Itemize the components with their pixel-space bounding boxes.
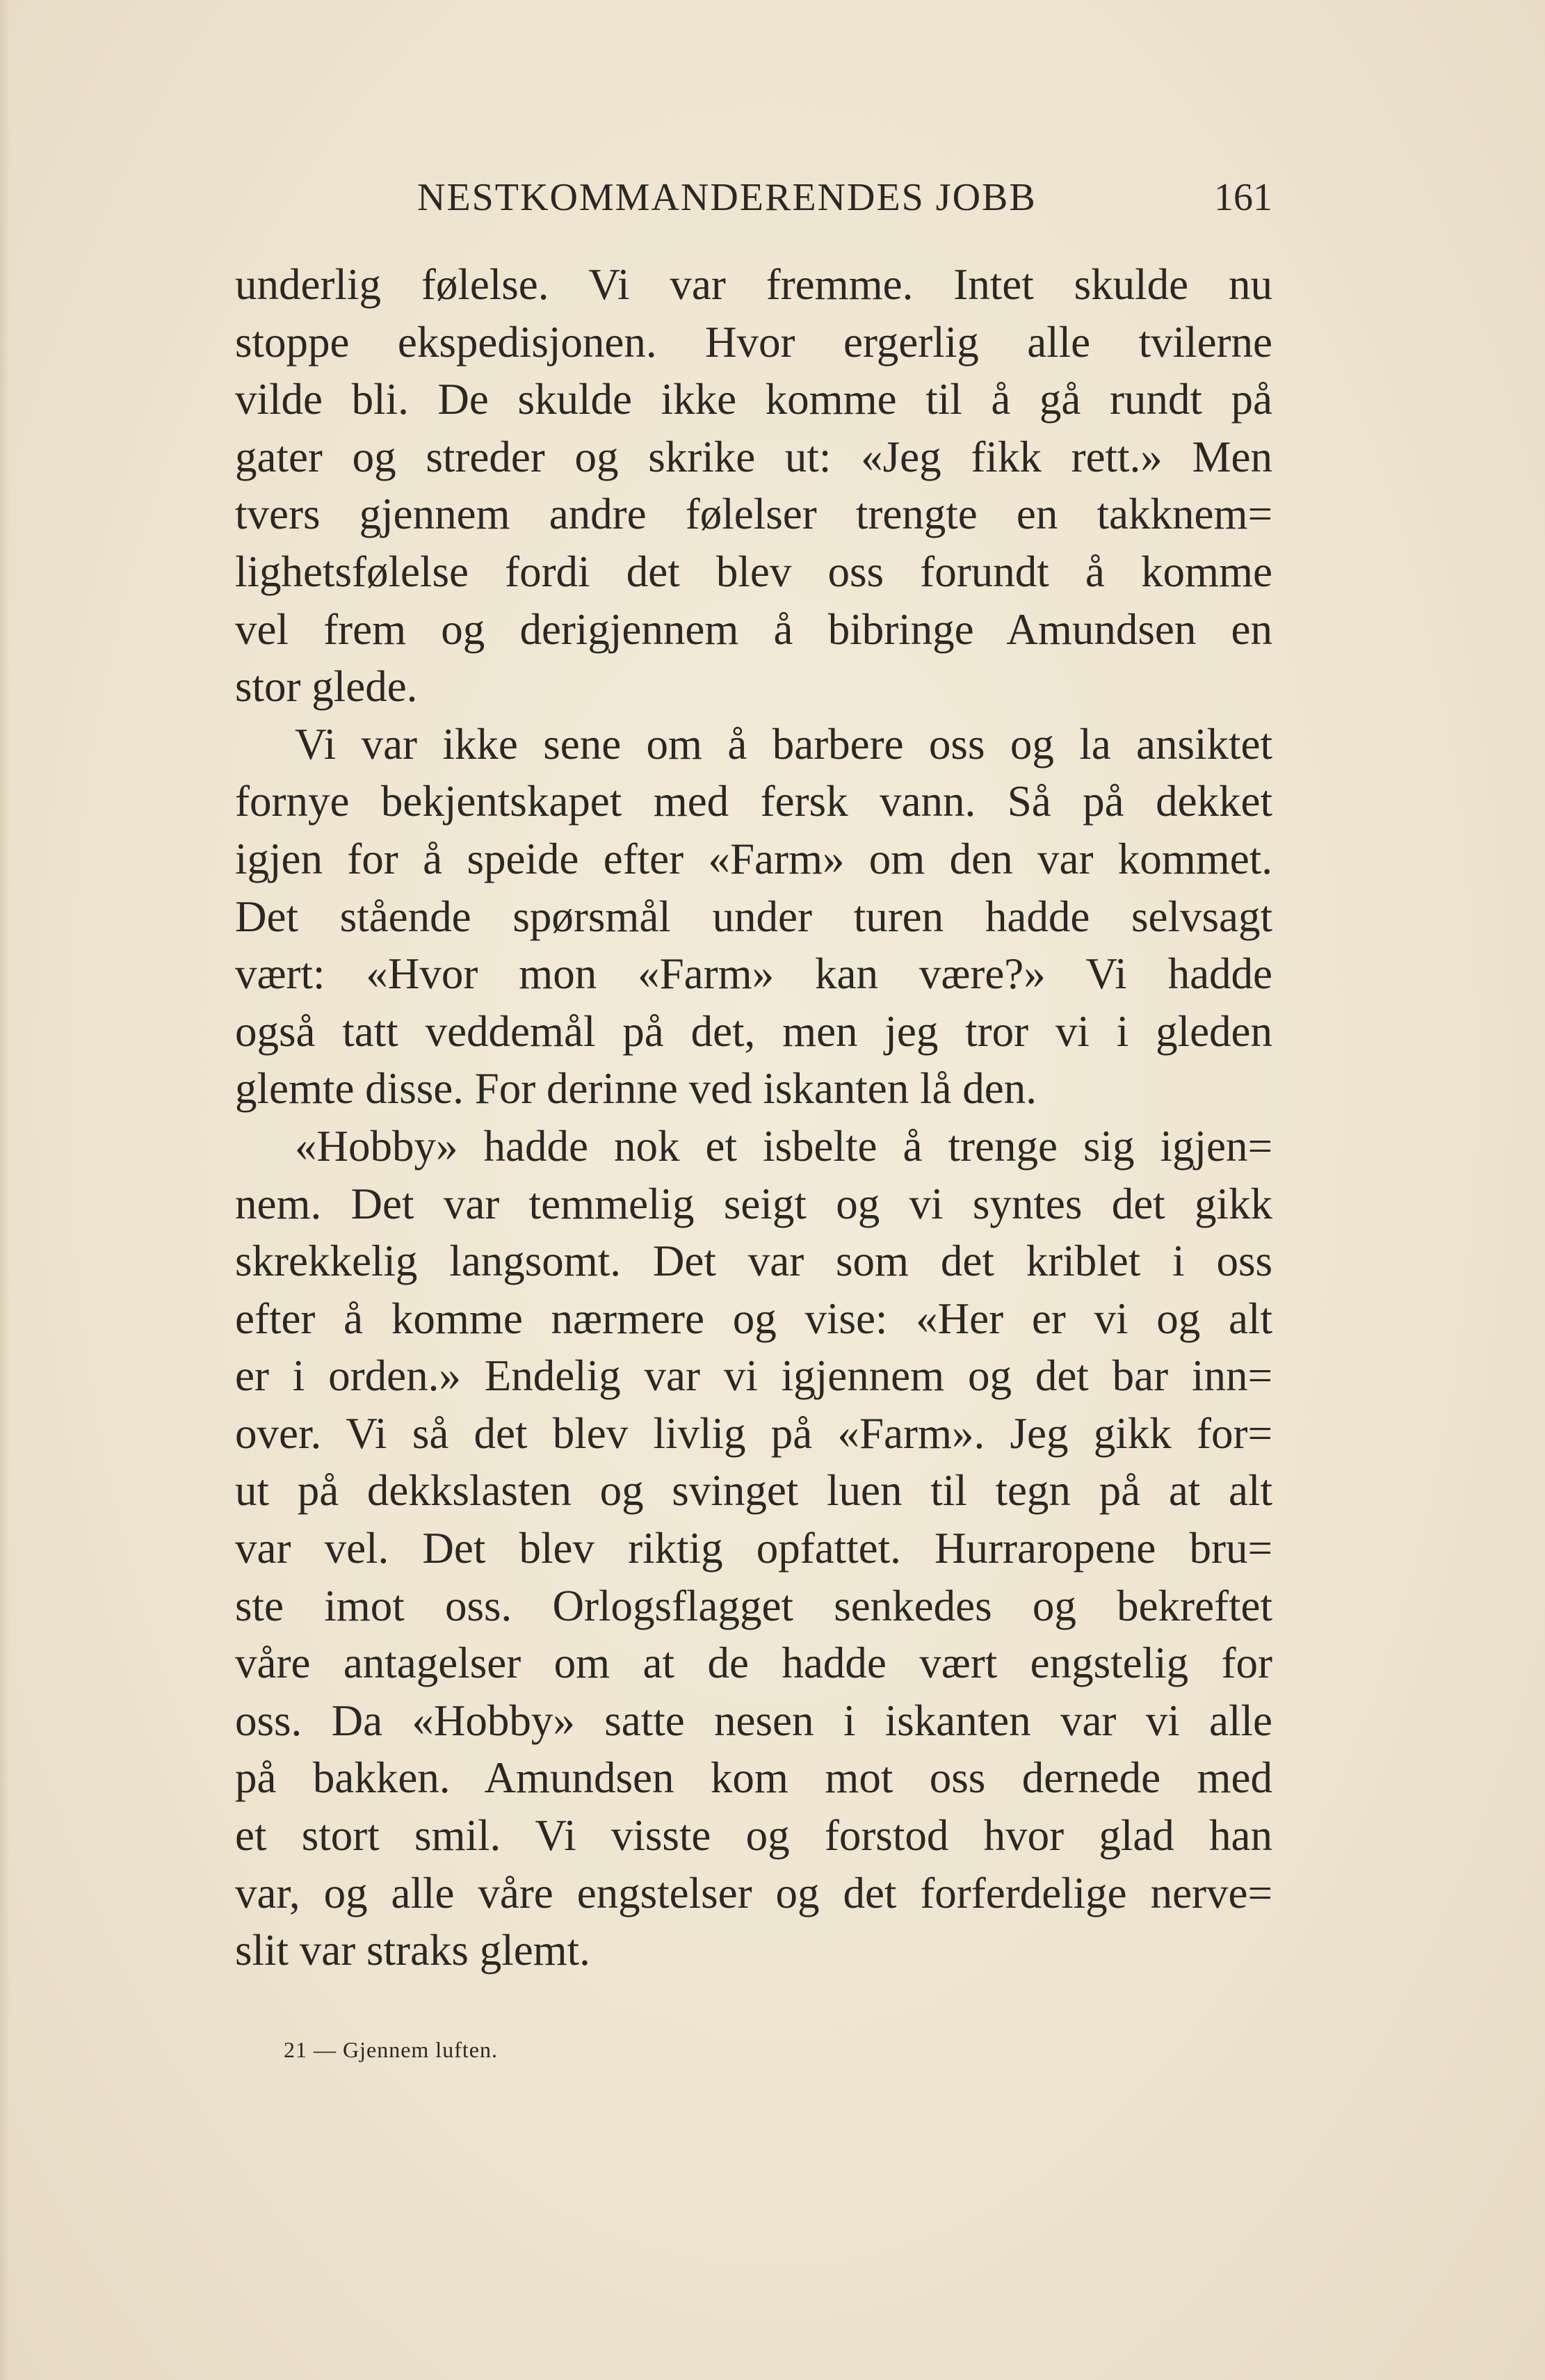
text-line: også tatt veddemål på det, men jeg tror vi i gleden <box>235 1006 1272 1056</box>
text-line: ste imot oss. Orlogsflagget senkedes og bekreftet <box>235 1581 1272 1630</box>
text-line: på bakken. Amundsen kom mot oss dernede med <box>235 1753 1272 1803</box>
text-line: igjen for å speide efter «Farm» om den var kommet. <box>235 834 1272 883</box>
text-line: tvers gjennem andre følelser trengte en takknem= <box>235 490 1272 539</box>
page-edge-shadow <box>0 0 10 2380</box>
text-line: nem. Det var temmelig seigt og vi syntes det gikk <box>235 1179 1272 1228</box>
text-line: et stort smil. Vi visste og forstod hvor glad han <box>235 1811 1272 1860</box>
text-line: fornye bekjentskapet med fersk vann. Så på dekket <box>235 777 1272 826</box>
text-line: var, og alle våre engstelser og det forferdelige nerve= <box>235 1868 1272 1917</box>
text-line: stor glede. <box>235 662 418 711</box>
text-line: er i orden.» Endelig var vi igjennem og det bar inn= <box>235 1351 1272 1401</box>
text-line: slit var straks glemt. <box>235 1926 590 1975</box>
text-line: ut på dekkslasten og svinget luen til tegn på at alt <box>235 1466 1272 1515</box>
text-line: oss. Da «Hobby» satte nesen i iskanten var vi alle <box>235 1696 1272 1745</box>
body-text <box>235 256 1272 1979</box>
signature-mark: 21 — Gjennem luften. <box>284 2037 498 2062</box>
text-line: var vel. Det blev riktig opfattet. Hurraropene bru= <box>235 1524 1272 1573</box>
page-header <box>235 172 1272 223</box>
text-line: våre antagelser om at de hadde vært engstelig for <box>235 1639 1272 1688</box>
page-number: 161 <box>1214 176 1272 219</box>
text-line: underlig følelse. Vi var fremme. Intet skulde nu <box>235 260 1272 309</box>
text-line: vel frem og derigjennem å bibringe Amundsen en <box>235 604 1272 654</box>
text-line: vært: «Hvor mon «Farm» kan være?» Vi hadde <box>235 949 1272 999</box>
text-line: efter å komme nærmere og vise: «Her er vi og alt <box>235 1294 1272 1343</box>
text-line: Vi var ikke sene om å barbere oss og la ansiktet <box>295 719 1272 769</box>
text-line: stoppe ekspedisjonen. Hvor ergerlig alle tvilerne <box>235 317 1272 367</box>
running-title: NESTKOMMANDERENDES JOBB <box>417 176 1037 219</box>
text-line: vilde bli. De skulde ikke komme til å gå rundt på <box>235 375 1272 424</box>
text-line: lighetsfølelse fordi det blev oss forundt å komme <box>235 547 1272 596</box>
text-line: over. Vi så det blev livlig på «Farm». Jeg gikk for= <box>235 1408 1272 1458</box>
text-line: glemte disse. For derinne ved iskanten lå den. <box>235 1064 1037 1113</box>
text-line: gater og streder og skrike ut: «Jeg fikk rett.» Men <box>235 432 1272 481</box>
text-line: skrekkelig langsomt. Det var som det kriblet i oss <box>235 1237 1272 1286</box>
text-line: Det stående spørsmål under turen hadde selvsagt <box>235 892 1272 941</box>
text-line: «Hobby» hadde nok et isbelte å trenge sig igjen= <box>295 1121 1272 1171</box>
